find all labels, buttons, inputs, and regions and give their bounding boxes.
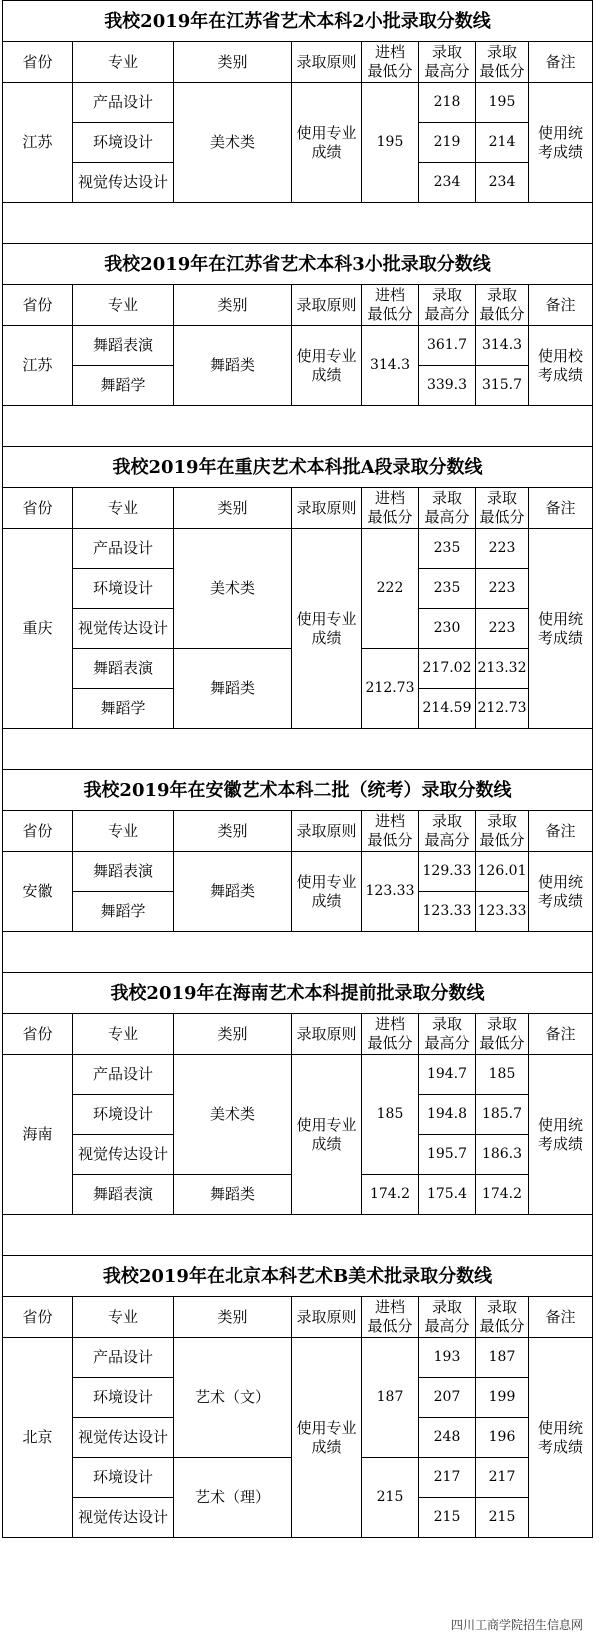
note-cell: 使用统 考成绩 [529,529,593,729]
header-province: 省份 [3,285,73,326]
header-major: 专业 [73,1297,174,1338]
min-cell: 174.2 [476,1175,529,1215]
header-principle: 录取原则 [292,811,362,852]
header-category: 类别 [174,1014,292,1055]
note-cell: 使用统 考成绩 [529,1338,593,1538]
header-province: 省份 [3,1014,73,1055]
header-category: 类别 [174,42,292,83]
header-max: 录取 最高分 [419,1014,476,1055]
header-principle: 录取原则 [292,1297,362,1338]
category-cell: 舞蹈类 [174,1175,292,1215]
header-row [3,1297,593,1338]
major-cell: 舞蹈表演 [73,852,174,892]
table-row [3,1338,593,1378]
spacer-row [3,1215,593,1256]
min-cell: 223 [476,569,529,609]
major-cell: 视觉传达设计 [73,609,174,649]
min-in-cell: 215 [362,1458,419,1538]
header-province: 省份 [3,1297,73,1338]
table-row [3,83,593,123]
major-cell: 环境设计 [73,1095,174,1135]
province-cell: 安徽 [3,852,73,932]
min-cell: 213.32 [476,649,529,689]
max-cell: 361.7 [419,326,476,366]
header-min-in: 进档 最低分 [362,285,419,326]
header-min: 录取 最低分 [476,1297,529,1338]
min-cell: 223 [476,529,529,569]
header-category: 类别 [174,285,292,326]
table-title: 我校2019年在江苏省艺术本科3小批录取分数线 [3,244,593,285]
max-cell: 195.7 [419,1135,476,1175]
province-cell: 海南 [3,1055,73,1215]
header-principle: 录取原则 [292,42,362,83]
principle-cell: 使用专业 成绩 [292,1338,362,1538]
min-cell: 199 [476,1378,529,1418]
spacer-row [3,406,593,447]
principle-cell: 使用专业 成绩 [292,529,362,729]
category-cell: 舞蹈类 [174,852,292,932]
header-note: 备注 [529,285,593,326]
table-row [3,1055,593,1095]
min-cell: 185.7 [476,1095,529,1135]
major-cell: 产品设计 [73,1055,174,1095]
note-cell: 使用统 考成绩 [529,1055,593,1215]
header-min-in: 进档 最低分 [362,488,419,529]
province-cell: 重庆 [3,529,73,729]
category-cell: 舞蹈类 [174,649,292,729]
major-cell: 产品设计 [73,83,174,123]
min-cell: 234 [476,163,529,203]
header-note: 备注 [529,1297,593,1338]
principle-cell: 使用专业 成绩 [292,83,362,203]
principle-cell: 使用专业 成绩 [292,326,362,406]
min-in-cell: 185 [362,1055,419,1175]
header-major: 专业 [73,42,174,83]
header-note: 备注 [529,488,593,529]
header-min: 录取 最低分 [476,42,529,83]
min-cell: 314.3 [476,326,529,366]
category-cell: 美术类 [174,83,292,203]
major-cell: 视觉传达设计 [73,1135,174,1175]
max-cell: 217 [419,1458,476,1498]
spacer-row [3,729,593,770]
category-cell: 美术类 [174,529,292,649]
spacer-row [3,203,593,244]
major-cell: 环境设计 [73,1458,174,1498]
major-cell: 舞蹈表演 [73,649,174,689]
header-major: 专业 [73,488,174,529]
category-cell: 美术类 [174,1055,292,1175]
max-cell: 193 [419,1338,476,1378]
max-cell: 194.7 [419,1055,476,1095]
major-cell: 舞蹈学 [73,366,174,406]
max-cell: 215 [419,1498,476,1538]
max-cell: 234 [419,163,476,203]
table-title: 我校2019年在安徽艺术本科二批（统考）录取分数线 [3,770,593,811]
min-cell: 186.3 [476,1135,529,1175]
min-in-cell: 222 [362,529,419,649]
header-row [3,42,593,83]
min-cell: 223 [476,609,529,649]
max-cell: 194.8 [419,1095,476,1135]
min-cell: 123.33 [476,892,529,932]
min-cell: 214 [476,123,529,163]
header-max: 录取 最高分 [419,285,476,326]
major-cell: 环境设计 [73,569,174,609]
table-title: 我校2019年在江苏省艺术本科2小批录取分数线 [3,1,593,42]
min-cell: 187 [476,1338,529,1378]
min-in-cell: 174.2 [362,1175,419,1215]
min-in-cell: 314.3 [362,326,419,406]
major-cell: 视觉传达设计 [73,1498,174,1538]
major-cell: 舞蹈学 [73,892,174,932]
max-cell: 339.3 [419,366,476,406]
header-note: 备注 [529,42,593,83]
header-min: 录取 最低分 [476,285,529,326]
province-cell: 江苏 [3,326,73,406]
table-row [3,852,593,892]
note-cell: 使用校 考成绩 [529,326,593,406]
max-cell: 123.33 [419,892,476,932]
table-title: 我校2019年在北京本科艺术B美术批录取分数线 [3,1256,593,1297]
min-in-cell: 187 [362,1338,419,1458]
header-row [3,1014,593,1055]
min-cell: 195 [476,83,529,123]
major-cell: 产品设计 [73,529,174,569]
header-category: 类别 [174,811,292,852]
province-cell: 江苏 [3,83,73,203]
category-cell: 艺术（文） [174,1338,292,1458]
header-max: 录取 最高分 [419,488,476,529]
major-cell: 舞蹈表演 [73,326,174,366]
major-cell: 视觉传达设计 [73,163,174,203]
header-min-in: 进档 最低分 [362,1014,419,1055]
min-cell: 215 [476,1498,529,1538]
major-cell: 舞蹈学 [73,689,174,729]
min-in-cell: 195 [362,83,419,203]
principle-cell: 使用专业 成绩 [292,852,362,932]
min-in-cell: 212.73 [362,649,419,729]
header-row [3,285,593,326]
min-cell: 217 [476,1458,529,1498]
major-cell: 环境设计 [73,1378,174,1418]
header-major: 专业 [73,285,174,326]
table-row [3,326,593,366]
table-title: 我校2019年在海南艺术本科提前批录取分数线 [3,973,593,1014]
header-min: 录取 最低分 [476,811,529,852]
header-principle: 录取原则 [292,285,362,326]
max-cell: 219 [419,123,476,163]
header-major: 专业 [73,1014,174,1055]
max-cell: 235 [419,569,476,609]
spacer-row [3,932,593,973]
major-cell: 视觉传达设计 [73,1418,174,1458]
min-in-cell: 123.33 [362,852,419,932]
max-cell: 218 [419,83,476,123]
max-cell: 129.33 [419,852,476,892]
max-cell: 175.4 [419,1175,476,1215]
principle-cell: 使用专业 成绩 [292,1055,362,1215]
header-note: 备注 [529,811,593,852]
major-cell: 产品设计 [73,1338,174,1378]
max-cell: 248 [419,1418,476,1458]
header-max: 录取 最高分 [419,1297,476,1338]
min-cell: 196 [476,1418,529,1458]
score-table [2,0,593,1538]
header-min-in: 进档 最低分 [362,42,419,83]
max-cell: 235 [419,529,476,569]
min-cell: 212.73 [476,689,529,729]
note-cell: 使用统 考成绩 [529,83,593,203]
table-row [3,529,593,569]
header-min-in: 进档 最低分 [362,1297,419,1338]
max-cell: 230 [419,609,476,649]
max-cell: 217.02 [419,649,476,689]
header-min: 录取 最低分 [476,488,529,529]
max-cell: 214.59 [419,689,476,729]
header-note: 备注 [529,1014,593,1055]
header-row [3,488,593,529]
watermark: 四川工商学院招生信息网 [448,1616,586,1633]
min-cell: 126.01 [476,852,529,892]
major-cell: 环境设计 [73,123,174,163]
min-cell: 315.7 [476,366,529,406]
header-category: 类别 [174,488,292,529]
category-cell: 舞蹈类 [174,326,292,406]
header-max: 录取 最高分 [419,42,476,83]
header-principle: 录取原则 [292,1014,362,1055]
header-principle: 录取原则 [292,488,362,529]
header-province: 省份 [3,42,73,83]
header-province: 省份 [3,488,73,529]
max-cell: 207 [419,1378,476,1418]
min-cell: 185 [476,1055,529,1095]
header-province: 省份 [3,811,73,852]
table-title: 我校2019年在重庆艺术本科批A段录取分数线 [3,447,593,488]
note-cell: 使用统 考成绩 [529,852,593,932]
header-min: 录取 最低分 [476,1014,529,1055]
header-min-in: 进档 最低分 [362,811,419,852]
major-cell: 舞蹈表演 [73,1175,174,1215]
header-row [3,811,593,852]
admission-score-sheet [2,0,592,1538]
header-max: 录取 最高分 [419,811,476,852]
category-cell: 艺术（理） [174,1458,292,1538]
province-cell: 北京 [3,1338,73,1538]
header-major: 专业 [73,811,174,852]
header-category: 类别 [174,1297,292,1338]
